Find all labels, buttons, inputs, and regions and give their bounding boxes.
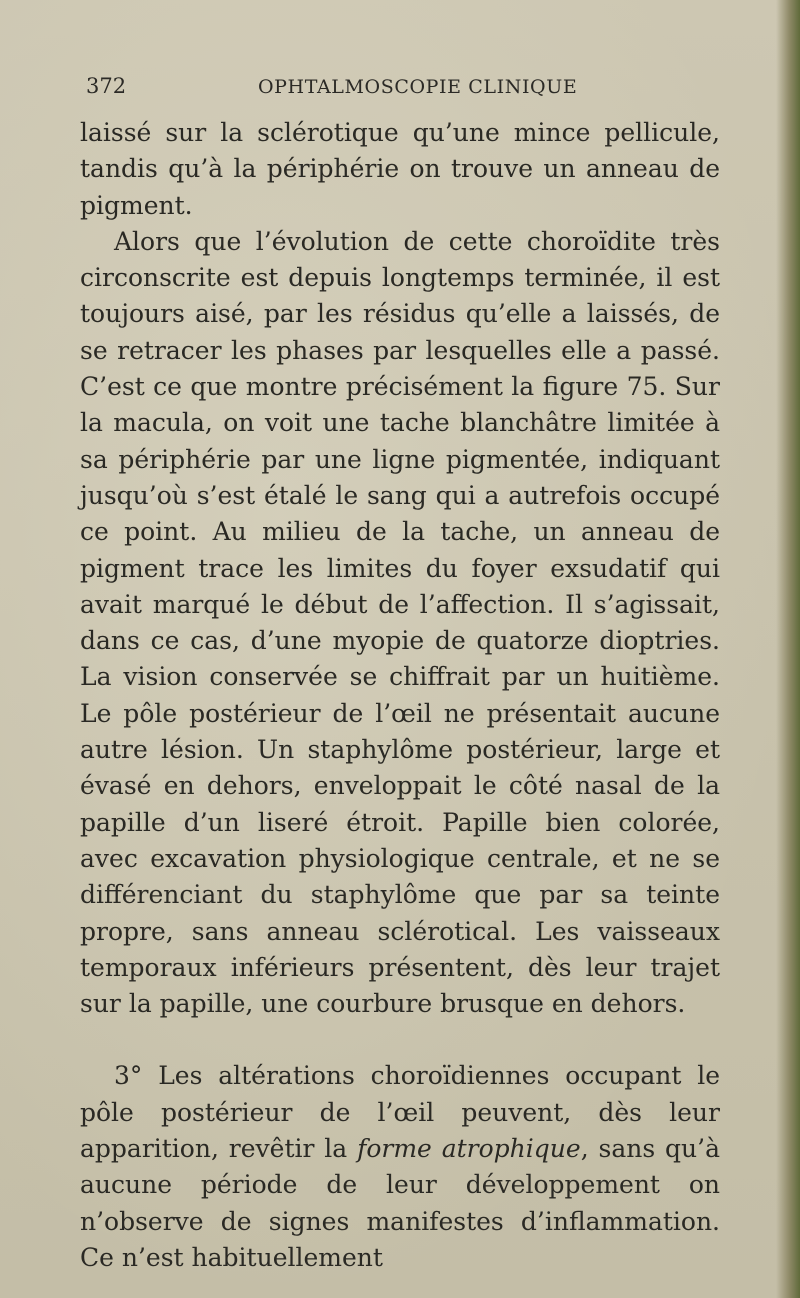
paragraph-text-start: 3° Les altérations choroïdiennes occupant le pôle postérieur de l’œil peuvent, dès leur apparition, revêtir la <box>80 1061 720 1164</box>
italic-term: forme atrophique <box>357 1134 581 1164</box>
paragraph-text-end: , sans qu’à aucune période de leur développement on n’observe de signes manifestes d’inflammation. Ce n’est habituellement <box>80 1134 721 1272</box>
body-text <box>80 115 720 1276</box>
paragraph-continuation: laissé sur la sclérotique qu’une mince pellicule, tandis qu’à la périphérie on trouve un anneau de pigment. <box>80 118 720 220</box>
page-edge <box>776 0 800 1298</box>
paragraph-atrophic-form <box>80 1058 720 1276</box>
paragraph-figure-75: Alors que l’évolution de cette choroïdite très circonscrite est depuis longtemps terminée, il est toujours aisé, par les résidus qu’elle a laissés, de se retracer les phases par lesquelles elle a passé. C’est ce que montre précisément la figure 75. Sur la macula, on voit une tache blanchâtre limitée à sa périphérie par une ligne pigmentée, indiquant jusqu’où s’est étalé le sang qui a autrefois occupé ce point. Au milieu de la tache, un anneau de pigment trace les limites du foyer exsudatif qui avait marqué le début de l’affection. Il s’agissait, dans ce cas, d’une myopie de quatorze dioptries. La vision conservée se chiffrait par un huitième. Le pôle postérieur de l’œil ne présentait aucune autre lésion. Un staphylôme postérieur, large et évasé en dehors, enveloppait le côté nasal de la papille d’un liseré étroit. Papille bien colorée, avec excavation physiologique centrale, et ne se différenciant du staphylôme que par sa teinte propre, sans anneau sclérotical. Les vaisseaux temporaux inférieurs présentent, dès leur trajet sur la papille, une courbure brusque en dehors. <box>80 226 720 1019</box>
page-header <box>86 74 606 104</box>
running-title: OPHTALMOSCOPIE CLINIQUE <box>258 76 578 98</box>
page-number: 372 <box>86 74 127 98</box>
